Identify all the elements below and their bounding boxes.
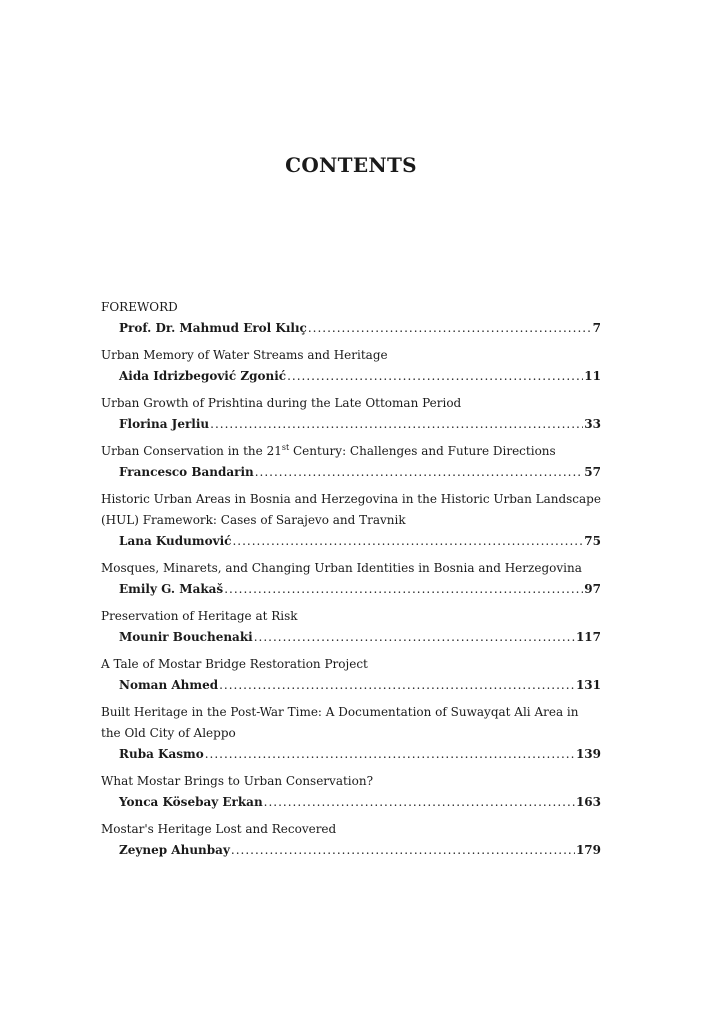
dot-leader: [254, 627, 575, 648]
dot-leader: [287, 366, 583, 387]
entry-title: Mosques, Minarets, and Changing Urban Identities in Bosnia and Herzegovina: [101, 561, 582, 575]
entry-author-line: [101, 462, 601, 483]
entry-author: Aida Idrizbegović Zgonić: [119, 369, 287, 383]
toc-entry: [101, 441, 601, 483]
entry-author: Prof. Dr. Mahmud Erol Kılıç: [119, 321, 307, 335]
entry-author-line: [101, 744, 601, 765]
entry-author: Noman Ahmed: [119, 678, 219, 692]
dot-leader: [255, 462, 584, 483]
entry-page-number: 57: [584, 465, 601, 479]
entry-author: Emily G. Makaš: [119, 582, 224, 596]
entry-author-line: [101, 627, 601, 648]
toc-entry: [101, 297, 601, 339]
entry-title: Mostar's Heritage Lost and Recovered: [101, 822, 337, 836]
entry-title: FOREWORD: [101, 300, 178, 314]
entry-page-number: 33: [584, 417, 601, 431]
dot-leader: [205, 744, 575, 765]
entry-title: Historic Urban Areas in Bosnia and Herzegovina in the Historic Urban Landscape (HUL) Framework: Cases of Sarajevo and Travnik: [101, 492, 601, 527]
entry-title: Urban Growth of Prishtina during the Late Ottoman Period: [101, 396, 462, 410]
toc-entry: [101, 702, 601, 765]
toc-entry: [101, 345, 601, 387]
entry-author-line: [101, 675, 601, 696]
dot-leader: [264, 792, 575, 813]
dot-leader: [308, 318, 592, 339]
dot-leader: [219, 675, 575, 696]
entry-author: Mounir Bouchenaki: [119, 630, 253, 644]
entry-author-line: [101, 840, 601, 861]
entry-page-number: 131: [575, 678, 601, 692]
entry-title: A Tale of Mostar Bridge Restoration Project: [101, 657, 368, 671]
dot-leader: [210, 414, 583, 435]
entry-page-number: 117: [575, 630, 601, 644]
entry-title: Preservation of Heritage at Risk: [101, 609, 298, 623]
entry-author: Zeynep Ahunbay: [119, 843, 230, 857]
dot-leader: [232, 531, 583, 552]
entry-page-number: 11: [584, 369, 601, 383]
toc-entry: [101, 771, 601, 813]
entry-title: [101, 441, 601, 462]
entry-page-number: 163: [575, 795, 601, 809]
entry-page-number: 179: [575, 843, 601, 857]
dot-leader: [224, 579, 583, 600]
entry-page-number: 7: [592, 321, 601, 335]
entry-page-number: 75: [584, 534, 601, 548]
entry-title: Built Heritage in the Post-War Time: A Documentation of Suwayqat Ali Area in the Old City of Aleppo: [101, 705, 579, 740]
toc-entry: [101, 489, 601, 552]
entry-title-part: Urban Conservation in the 21: [101, 444, 282, 458]
entry-title-part: Century: Challenges and Future Directions: [289, 444, 556, 458]
entry-page-number: 97: [584, 582, 601, 596]
toc-entry: [101, 606, 601, 648]
entry-author-line: [101, 318, 601, 339]
toc-entry: [101, 819, 601, 861]
entry-author-line: [101, 531, 601, 552]
entry-author: Yonca Kösebay Erkan: [119, 795, 263, 809]
entry-title-superscript: st: [281, 443, 290, 452]
entry-author-line: [101, 366, 601, 387]
entry-author-line: [101, 414, 601, 435]
table-of-contents: [101, 297, 601, 867]
entry-author: Francesco Bandarin: [119, 465, 254, 479]
entry-author-line: [101, 792, 601, 813]
entry-page-number: 139: [575, 747, 601, 761]
entry-title: What Mostar Brings to Urban Conservation?: [101, 774, 374, 788]
entry-title: Urban Memory of Water Streams and Heritage: [101, 348, 388, 362]
toc-entry: [101, 393, 601, 435]
toc-entry: [101, 654, 601, 696]
page-title: CONTENTS: [285, 153, 417, 177]
entry-author: Lana Kudumović: [119, 534, 232, 548]
entry-author-line: [101, 579, 601, 600]
dot-leader: [231, 840, 575, 861]
toc-entry: [101, 558, 601, 600]
entry-author: Ruba Kasmo: [119, 747, 204, 761]
entry-author: Florina Jerliu: [119, 417, 210, 431]
